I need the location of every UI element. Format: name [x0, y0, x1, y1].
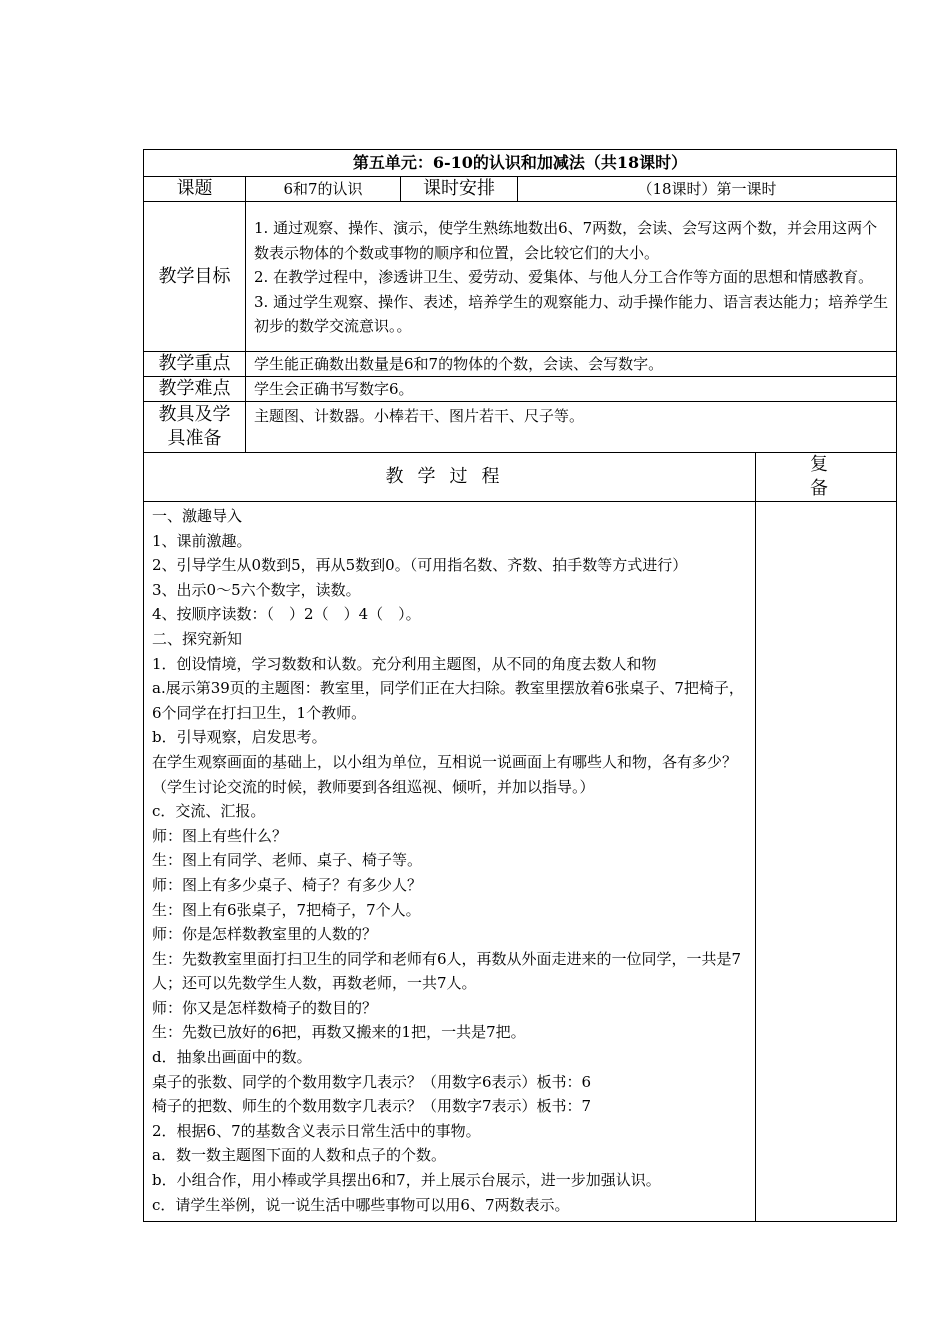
process-line: a.展示第39页的主题图：教室里，同学们正在大扫除。教室里摆放着6张桌子、7把椅子，6个同学在打扫卫生，1个教师。 — [152, 679, 744, 722]
topic-value: 6和7的认识 — [246, 177, 401, 202]
process-line: 3、出示0～5六个数字，读数。 — [152, 580, 361, 599]
process-line: 生：先数教室里面打扫卫生的同学和老师有6人，再数从外面走进来的一位同学，一共是7人；还可以先数学生人数，再数老师，一共7人。 — [152, 949, 742, 993]
process-line: c．请学生举例，说一说生活中哪些事物可以用6、7两数表示。 — [152, 1195, 570, 1214]
process-line: a．数一数主题图下面的人数和点子的个数。 — [152, 1146, 446, 1165]
process-line: 一、激趣导入 — [152, 507, 243, 525]
process-line: b．引导观察，启发思考。 — [152, 728, 327, 747]
process-line: b．小组合作，用小棒或学具摆出6和7，并上展示台展示，进一步加强认识。 — [152, 1171, 661, 1190]
process-line: 2．根据6、7的基数含义表示日常生活中的事物。 — [152, 1121, 481, 1140]
process-line: 二、探究新知 — [152, 629, 243, 648]
goal-item: 3. 通过学生观察、操作、表述，培养学生的观察能力、动手操作能力、语言表达能力；培养学生初步的数学交流意识。。 — [254, 292, 889, 336]
difficulties-value: 学生会正确书写数字6。 — [246, 377, 897, 402]
process-line: d．抽象出画面中的数。 — [152, 1048, 312, 1067]
schedule-label: 课时安排 — [401, 177, 518, 202]
process-line: 师：你又是怎样数椅子的数目的？ — [152, 998, 378, 1017]
process-line: 2、引导学生从0数到5，再从5数到0。（可用指名数、齐数、拍手数等方式进行） — [152, 556, 688, 575]
process-header: 教学过程 — [144, 453, 756, 502]
process-line: 师：你是怎样数教室里的人数的？ — [152, 925, 378, 944]
process-line: 生：图上有同学、老师、桌子、椅子等。 — [152, 851, 423, 870]
key-points-label: 教学重点 — [144, 352, 246, 377]
goal-item: 2. 在教学过程中，渗透讲卫生、爱劳动、爱集体、与他人分工合作等方面的思想和情感教育。 — [254, 268, 874, 287]
process-content — [144, 502, 756, 1222]
process-line: 生：图上有6张桌子，7把椅子，7个人。 — [152, 900, 421, 919]
process-line: c．交流、汇报。 — [152, 802, 266, 821]
materials-value: 主题图、计数器。小棒若干、图片若干、尺子等。 — [246, 402, 897, 453]
process-line: 1、课前激趣。 — [152, 531, 252, 550]
process-line: 椅子的把数、师生的个数用数字几表示？（用数字7表示）板书：7 — [152, 1097, 592, 1116]
review-header: 复备 — [756, 453, 897, 502]
lesson-plan-table — [143, 149, 897, 1222]
goal-item: 1. 通过观察、操作、演示，使学生熟练地数出6、7两数，会读、会写这两个数，并会用这两个数表示物体的个数或事物的顺序和位置，会比较它们的大小。 — [254, 219, 878, 262]
lesson-plan-sheet — [143, 149, 896, 1222]
process-line: 师：图上有多少桌子、椅子？有多少人？ — [152, 875, 423, 894]
topic-label: 课题 — [144, 177, 246, 202]
unit-title: 第五单元：6-10的认识和加减法（共18课时） — [144, 150, 897, 177]
process-line: 4、按顺序读数：（ ）2（ ）4（ ）。 — [152, 605, 421, 624]
process-line: 桌子的张数、同学的个数用数字几表示？（用数字6表示）板书：6 — [152, 1072, 592, 1091]
goals-content — [246, 202, 897, 352]
materials-label: 教具及学具准备 — [144, 402, 246, 453]
key-points-value: 学生能正确数出数量是6和7的物体的个数，会读、会写数字。 — [246, 352, 897, 377]
difficulties-label: 教学难点 — [144, 377, 246, 402]
goals-label: 教学目标 — [144, 202, 246, 352]
review-notes-cell — [756, 502, 897, 1222]
process-line: 生：先数已放好的6把，再数又搬来的1把，一共是7把。 — [152, 1023, 526, 1042]
process-line: 在学生观察画面的基础上，以小组为单位，互相说一说画面上有哪些人和物，各有多少？（学生讨论交流的时候，教师要到各组巡视、倾听，并加以指导。） — [152, 752, 738, 796]
schedule-value: （18课时）第一课时 — [518, 177, 897, 202]
process-line: 1．创设情境，学习数数和认数。充分利用主题图，从不同的角度去数人和物 — [152, 654, 657, 673]
process-line: 师：图上有些什么？ — [152, 826, 288, 845]
